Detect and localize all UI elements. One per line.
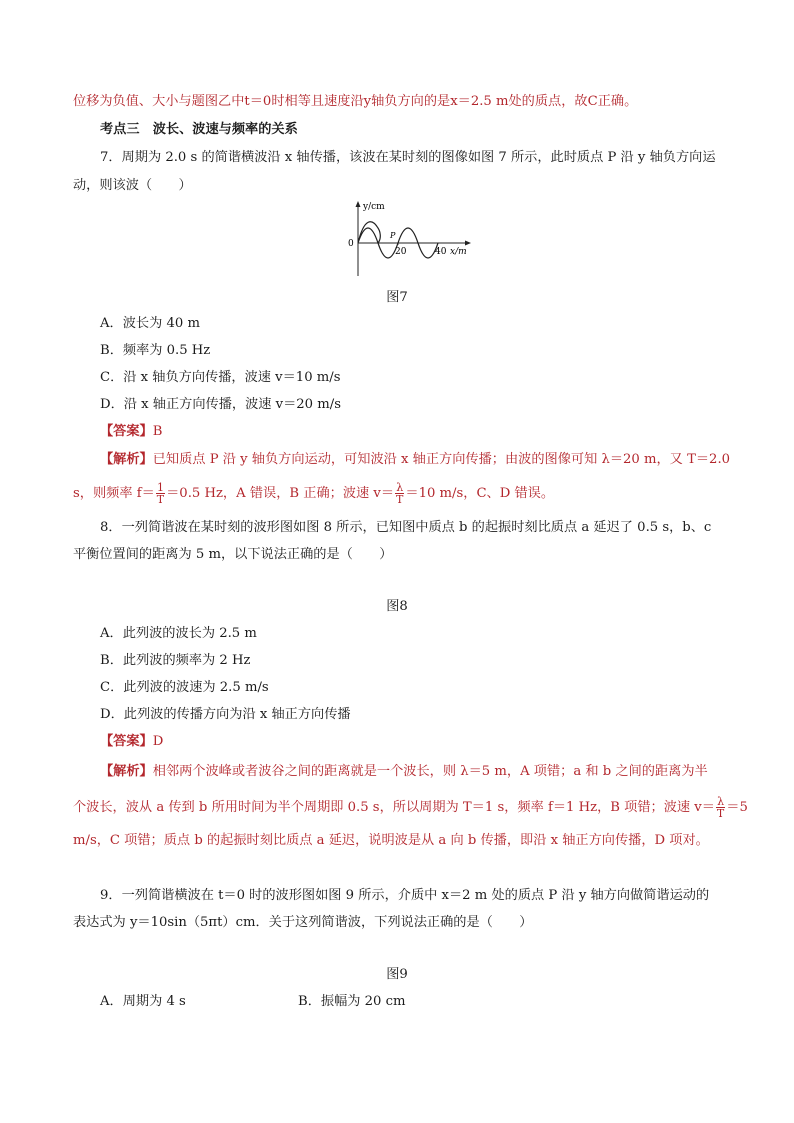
q7-analysis-line2: s，则频率 f＝ $\frac{1}{T}$ ＝0.5 Hz，A 错误，B 正确；波速 v＝ $\frac{\lambda}{T}$ ＝10 m/s，C、D 错误。 (73, 481, 555, 506)
q7-option-c[interactable]: C．沿 x 轴负方向传播，波速 v＝10 m/s (100, 370, 341, 385)
q7-stem-line2: 动，则该波（ ） (73, 178, 192, 193)
y-axis-arrow (356, 201, 361, 207)
q7-option-b[interactable]: B．频率为 0.5 Hz (100, 343, 211, 358)
section-heading: 考点三 波长、波速与频率的关系 (100, 122, 298, 137)
x-axis-arrow (465, 241, 471, 246)
fraction-lambda-over-t: $\frac{\lambda}{T}$ (716, 795, 725, 820)
analysis-label: 【解析】 (100, 452, 153, 467)
q7-stem-line1: 7．周期为 2.0 s 的简谐横波沿 x 轴传播，该波在某时刻的图像如图 7 所示，此时质点 P 沿 y 轴负方向运 (100, 150, 716, 165)
q8-caption: 图8 (386, 599, 408, 614)
q8-option-a[interactable]: A．此列波的波长为 2.5 m (100, 626, 257, 641)
q7-answer (100, 422, 162, 442)
q9-option-a[interactable]: A．周期为 4 s (100, 994, 186, 1009)
origin-label: 0 (348, 239, 354, 249)
q8-option-d[interactable]: D．此列波的传播方向为沿 x 轴正方向传播 (100, 707, 351, 722)
y-axis-label: y/cm (363, 202, 385, 212)
tick-40-label: 40 (435, 247, 447, 257)
q9-stem-line2: 表达式为 y＝10sin（5πt）cm．关于这列简谐波，下列说法正确的是（ ） (73, 915, 533, 930)
q8-stem-line1: 8．一列简谐波在某时刻的波形图如图 8 所示，已知图中质点 b 的起振时刻比质点 a 延迟了 0.5 s，b、c (100, 520, 712, 535)
q8-stem-line2: 平衡位置间的距离为 5 m，以下说法正确的是（ ） (73, 547, 393, 562)
q9-stem-line1: 9．一列简谐横波在 t＝0 时的波形图如图 9 所示，介质中 x＝2 m 处的质点 P 沿 y 轴方向做简谐运动的 (100, 888, 710, 903)
q7-caption: 图7 (386, 290, 408, 305)
fraction-1-over-t: $\frac{1}{T}$ (156, 481, 165, 506)
answer-label: 【答案】 (100, 424, 153, 439)
q8-analysis-line3: m/s，C 项错；质点 b 的起振时刻比质点 a 延迟，说明波是从 a 向 b 传播，即沿 x 轴正方向传播，D 项对。 (73, 833, 709, 848)
q8-option-c[interactable]: C．此列波的波速为 2.5 m/s (100, 680, 269, 695)
q7-option-d[interactable]: D．沿 x 轴正方向传播，波速 v＝20 m/s (100, 397, 341, 412)
q8-answer (100, 732, 163, 752)
q7-analysis-line1: 【解析】已知质点 P 沿 y 轴负方向运动，可知波沿 x 轴正方向传播；由波的图像可知 λ＝20 m，又 T＝2.0 (100, 452, 731, 467)
continued-analysis-line: 位移为负值、大小与题图乙中t＝0时相等且速度沿y轴负方向的是x＝2.5 m处的质点，故C正确。 (73, 94, 638, 109)
q8-analysis-line1: 【解析】相邻两个波峰或者波谷之间的距离就是一个波长，则 λ＝5 m，A 项错；a 和 b 之间的距离为半 (100, 764, 708, 779)
q7-option-a[interactable]: A．波长为 40 m (100, 316, 200, 331)
tick-20-label: 20 (395, 247, 407, 257)
q7-wave-figure (340, 198, 480, 280)
q8-option-b[interactable]: B．此列波的频率为 2 Hz (100, 653, 251, 668)
point-p-label: P (390, 231, 396, 240)
fraction-lambda-over-t: $\frac{\lambda}{T}$ (396, 481, 404, 506)
analysis-label: 【解析】 (100, 764, 153, 779)
answer-label: 【答案】 (100, 734, 153, 749)
x-axis-label: x/m (450, 247, 467, 257)
answer-value: D (152, 734, 164, 749)
q9-caption: 图9 (386, 967, 408, 982)
q8-analysis-line2: 个波长，波从 a 传到 b 所用时间为半个周期即 0.5 s，所以周期为 T＝1 s，频率 f＝1 Hz，B 项错；波速 v＝ $\frac{\lambda}{T}$ ＝5 (73, 795, 748, 820)
answer-value: B (152, 424, 163, 439)
q9-option-b[interactable]: B．振幅为 20 cm (298, 994, 406, 1009)
